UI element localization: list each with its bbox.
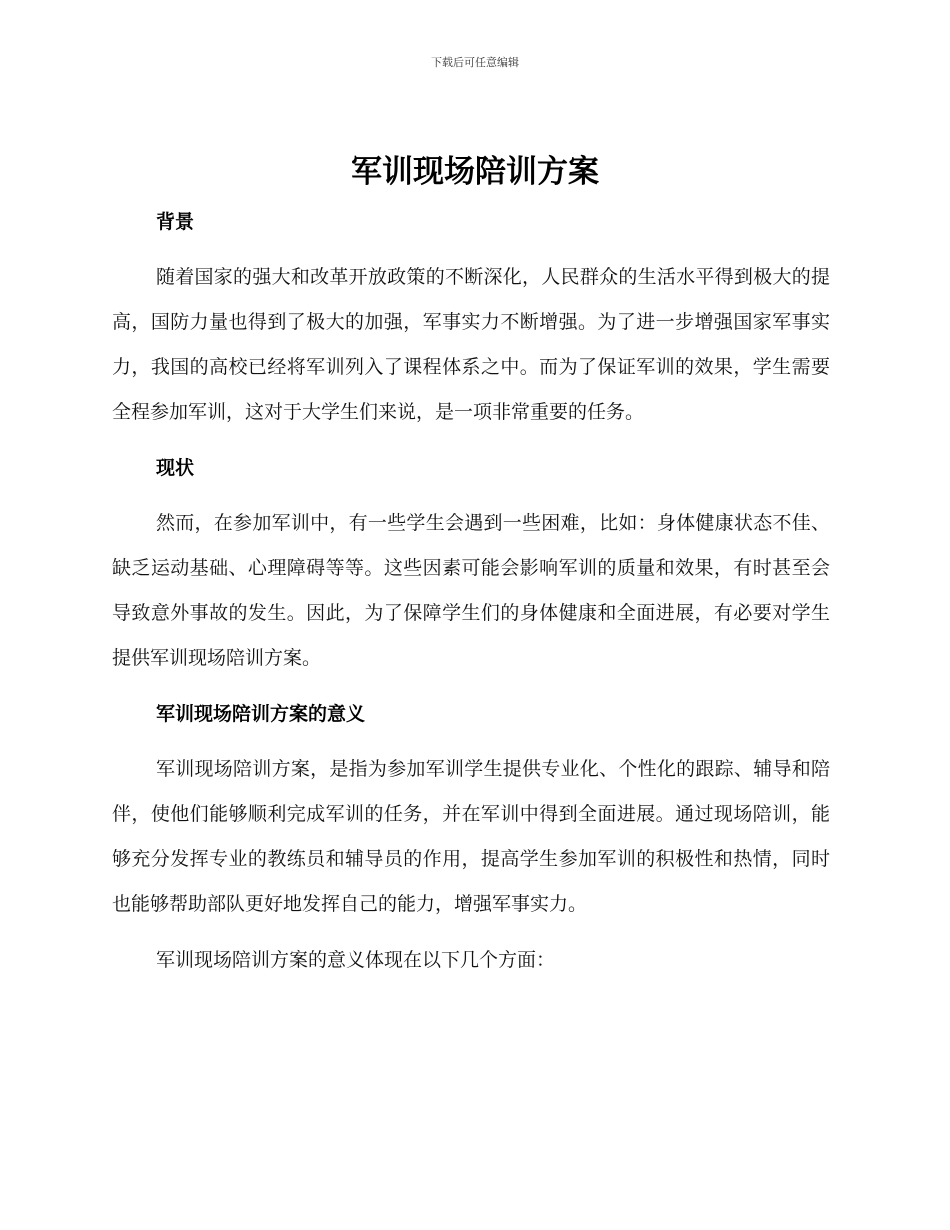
page-header-note: 下载后可任意编辑 — [431, 56, 519, 69]
document-title: 军训现场陪训方案 — [351, 154, 599, 190]
section-heading-background: 背景 — [156, 211, 195, 233]
paragraph-significance: 军训现场陪训方案，是指为参加军训学生提供专业化、个性化的跟踪、辅导和陪伴，使他们能够顺利完成军训的任务，并在军训中得到全面进展。通过现场陪训，能够充分发挥专业的教练员和辅导员的作用，提高学生参加军训的积极性和热情，同时也能够帮助部队更好地发挥自己的能力，增强军事实力。 — [112, 758, 830, 915]
paragraph-status: 然而，在参加军训中，有一些学生会遇到一些困难，比如：身体健康状态不佳、缺乏运动基础、心理障碍等等。这些因素可能会影响军训的质量和效果，有时甚至会导致意外事故的发生。因此，为了保障学生们的身体健康和全面进展，有必要对学生提供军训现场陪训方案。 — [112, 512, 830, 669]
paragraph-background: 随着国家的强大和改革开放政策的不断深化，人民群众的生活水平得到极大的提高，国防力量也得到了极大的加强，军事实力不断增强。为了进一步增强国家军事实力，我国的高校已经将军训列入了课程体系之中。而为了保证军训的效果，学生需要全程参加军训，这对于大学生们来说，是一项非常重要的任务。 — [112, 266, 830, 423]
section-heading-significance: 军训现场陪训方案的意义 — [156, 703, 366, 725]
document-body — [112, 200, 830, 983]
paragraph-significance-intro: 军训现场陪训方案的意义体现在以下几个方面： — [156, 949, 556, 971]
section-heading-status: 现状 — [156, 457, 195, 479]
